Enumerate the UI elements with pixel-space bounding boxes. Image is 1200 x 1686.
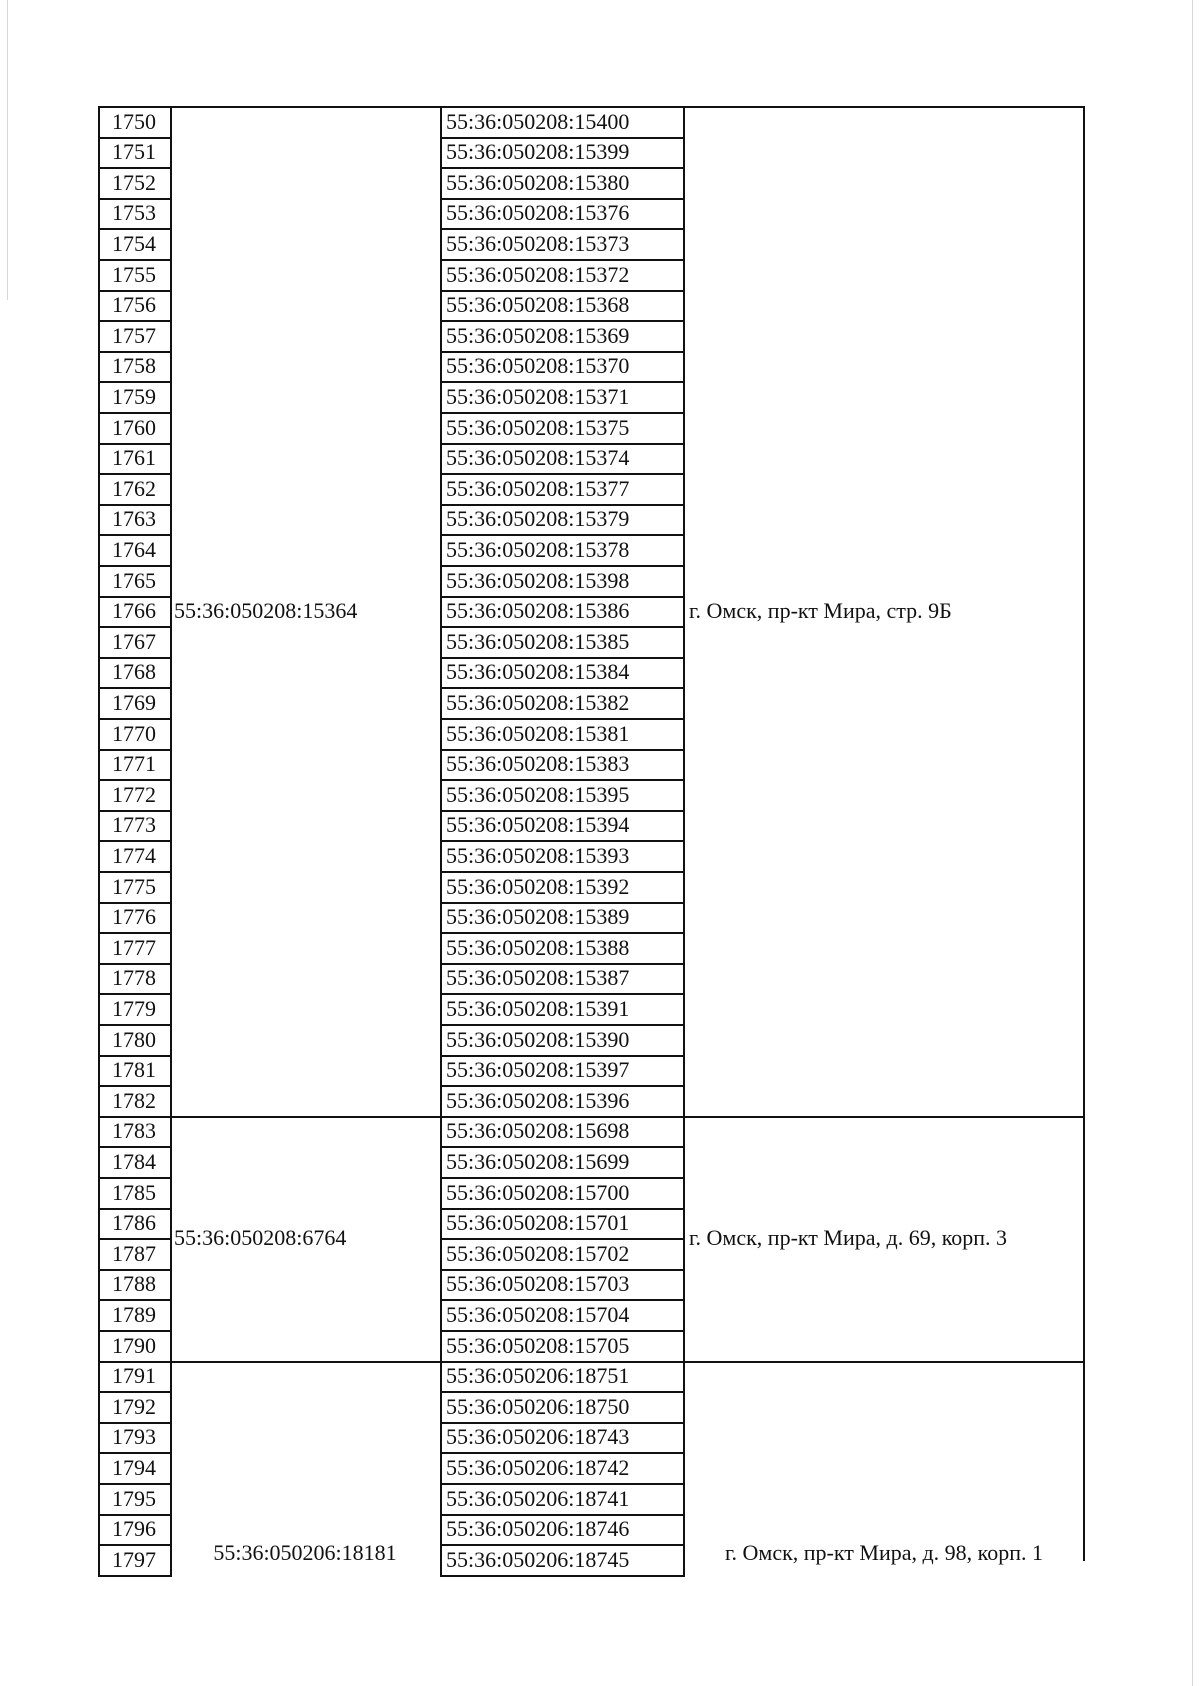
cadastral-number: 55:36:050208:15389 bbox=[446, 904, 630, 930]
row-number: 1767 bbox=[112, 628, 156, 654]
row-number: 1765 bbox=[112, 567, 156, 593]
parent-cadastral-number: 55:36:050208:6764 bbox=[174, 1225, 347, 1251]
cadastral-number: 55:36:050208:15387 bbox=[446, 965, 630, 991]
scan-edge-mark bbox=[7, 0, 8, 300]
row-number: 1790 bbox=[112, 1332, 156, 1358]
row-border bbox=[98, 1575, 170, 1577]
row-number: 1760 bbox=[112, 414, 156, 440]
cadastral-number: 55:36:050206:18750 bbox=[446, 1393, 630, 1419]
row-number: 1780 bbox=[112, 1026, 156, 1052]
row-border bbox=[440, 1575, 683, 1577]
row-number: 1791 bbox=[112, 1363, 156, 1389]
column-line bbox=[440, 106, 442, 1577]
row-number: 1764 bbox=[112, 536, 156, 562]
cadastral-number: 55:36:050206:18745 bbox=[446, 1546, 630, 1572]
cadastral-number: 55:36:050208:15373 bbox=[446, 230, 630, 256]
group-border bbox=[683, 106, 1083, 108]
cadastral-number: 55:36:050208:15386 bbox=[446, 598, 630, 624]
cadastral-number: 55:36:050208:15394 bbox=[446, 812, 630, 838]
address-cell: г. Омск, пр-кт Мира, стр. 9Б bbox=[689, 597, 952, 623]
cadastral-number: 55:36:050208:15392 bbox=[446, 873, 630, 899]
group-border bbox=[683, 1116, 1083, 1118]
cadastral-number: 55:36:050208:15378 bbox=[446, 536, 630, 562]
row-number: 1775 bbox=[112, 873, 156, 899]
cadastral-number: 55:36:050208:15702 bbox=[446, 1240, 630, 1266]
row-number: 1772 bbox=[112, 781, 156, 807]
row-number: 1773 bbox=[112, 812, 156, 838]
row-number: 1786 bbox=[112, 1210, 156, 1236]
cadastral-number: 55:36:050208:15377 bbox=[446, 475, 630, 501]
cadastral-number: 55:36:050208:15393 bbox=[446, 842, 630, 868]
scan-edge-mark bbox=[1192, 0, 1193, 1686]
cadastral-number: 55:36:050208:15701 bbox=[446, 1210, 630, 1236]
row-number: 1797 bbox=[112, 1546, 156, 1572]
row-number: 1771 bbox=[112, 751, 156, 777]
row-number: 1761 bbox=[112, 445, 156, 471]
row-number: 1795 bbox=[112, 1485, 156, 1511]
row-number: 1755 bbox=[112, 261, 156, 287]
row-number: 1784 bbox=[112, 1148, 156, 1174]
cadastral-number: 55:36:050208:15391 bbox=[446, 995, 630, 1021]
cadastral-number: 55:36:050208:15374 bbox=[446, 445, 630, 471]
row-number: 1774 bbox=[112, 842, 156, 868]
row-number: 1753 bbox=[112, 200, 156, 226]
group-border bbox=[683, 1361, 1083, 1363]
cadastral-number: 55:36:050208:15704 bbox=[446, 1301, 630, 1327]
row-number: 1757 bbox=[112, 322, 156, 348]
cadastral-number: 55:36:050206:18746 bbox=[446, 1516, 630, 1542]
group-border bbox=[170, 1361, 440, 1363]
row-number: 1788 bbox=[112, 1271, 156, 1297]
row-number: 1793 bbox=[112, 1424, 156, 1450]
row-number: 1754 bbox=[112, 230, 156, 256]
parent-cadastral-number: 55:36:050208:15364 bbox=[174, 597, 358, 623]
cadastral-number: 55:36:050208:15400 bbox=[446, 108, 630, 134]
cadastral-number: 55:36:050206:18742 bbox=[446, 1454, 630, 1480]
row-number: 1787 bbox=[112, 1240, 156, 1266]
cadastral-number: 55:36:050208:15399 bbox=[446, 139, 630, 165]
cadastral-number: 55:36:050208:15398 bbox=[446, 567, 630, 593]
address-cell: г. Омск, пр-кт Мира, д. 69, корп. 3 bbox=[689, 1225, 1008, 1251]
row-number: 1762 bbox=[112, 475, 156, 501]
row-number: 1779 bbox=[112, 995, 156, 1021]
cadastral-number: 55:36:050208:15380 bbox=[446, 169, 630, 195]
row-number: 1766 bbox=[112, 598, 156, 624]
cadastral-number: 55:36:050208:15385 bbox=[446, 628, 630, 654]
cadastral-number: 55:36:050208:15699 bbox=[446, 1148, 630, 1174]
column-line bbox=[98, 106, 100, 1577]
row-number: 1778 bbox=[112, 965, 156, 991]
row-number: 1752 bbox=[112, 169, 156, 195]
cadastral-number: 55:36:050208:15700 bbox=[446, 1179, 630, 1205]
row-number: 1768 bbox=[112, 659, 156, 685]
row-number: 1789 bbox=[112, 1301, 156, 1327]
column-line bbox=[170, 106, 172, 1577]
cadastral-number: 55:36:050208:15371 bbox=[446, 383, 630, 409]
cadastral-number: 55:36:050208:15388 bbox=[446, 934, 630, 960]
row-number: 1759 bbox=[112, 383, 156, 409]
cadastral-number: 55:36:050208:15370 bbox=[446, 353, 630, 379]
cadastral-number: 55:36:050208:15376 bbox=[446, 200, 630, 226]
address-cell: г. Омск, пр-кт Мира, д. 98, корп. 1 bbox=[724, 1540, 1044, 1566]
cadastral-number: 55:36:050208:15384 bbox=[446, 659, 630, 685]
row-number: 1751 bbox=[112, 139, 156, 165]
row-number: 1758 bbox=[112, 353, 156, 379]
row-number: 1785 bbox=[112, 1179, 156, 1205]
row-number: 1783 bbox=[112, 1118, 156, 1144]
cadastral-number: 55:36:050208:15375 bbox=[446, 414, 630, 440]
row-number: 1782 bbox=[112, 1087, 156, 1113]
cadastral-number: 55:36:050208:15368 bbox=[446, 292, 630, 318]
cadastral-number: 55:36:050208:15390 bbox=[446, 1026, 630, 1052]
column-line bbox=[683, 106, 685, 1577]
cadastral-number: 55:36:050208:15383 bbox=[446, 751, 630, 777]
row-number: 1763 bbox=[112, 506, 156, 532]
cadastral-number: 55:36:050208:15379 bbox=[446, 506, 630, 532]
cadastral-number: 55:36:050208:15397 bbox=[446, 1057, 630, 1083]
row-number: 1769 bbox=[112, 689, 156, 715]
row-number: 1796 bbox=[112, 1516, 156, 1542]
cadastral-number: 55:36:050208:15705 bbox=[446, 1332, 630, 1358]
cadastral-number: 55:36:050208:15396 bbox=[446, 1087, 630, 1113]
cadastral-number: 55:36:050206:18743 bbox=[446, 1424, 630, 1450]
cadastral-number: 55:36:050206:18751 bbox=[446, 1363, 630, 1389]
group-border bbox=[170, 1116, 440, 1118]
parent-cadastral-number: 55:36:050206:18181 bbox=[213, 1540, 397, 1566]
row-number: 1776 bbox=[112, 904, 156, 930]
cadastral-number: 55:36:050208:15372 bbox=[446, 261, 630, 287]
row-number: 1777 bbox=[112, 934, 156, 960]
cadastral-number: 55:36:050208:15369 bbox=[446, 322, 630, 348]
cadastral-number: 55:36:050208:15703 bbox=[446, 1271, 630, 1297]
cadastral-number: 55:36:050206:18741 bbox=[446, 1485, 630, 1511]
row-number: 1750 bbox=[112, 108, 156, 134]
row-number: 1770 bbox=[112, 720, 156, 746]
cadastral-number: 55:36:050208:15381 bbox=[446, 720, 630, 746]
row-number: 1792 bbox=[112, 1393, 156, 1419]
cadastral-number: 55:36:050208:15395 bbox=[446, 781, 630, 807]
cadastral-number: 55:36:050208:15382 bbox=[446, 689, 630, 715]
column-line bbox=[1083, 106, 1085, 1561]
group-border bbox=[170, 106, 440, 108]
row-number: 1756 bbox=[112, 292, 156, 318]
row-number: 1794 bbox=[112, 1454, 156, 1480]
row-number: 1781 bbox=[112, 1057, 156, 1083]
cadastral-number: 55:36:050208:15698 bbox=[446, 1118, 630, 1144]
